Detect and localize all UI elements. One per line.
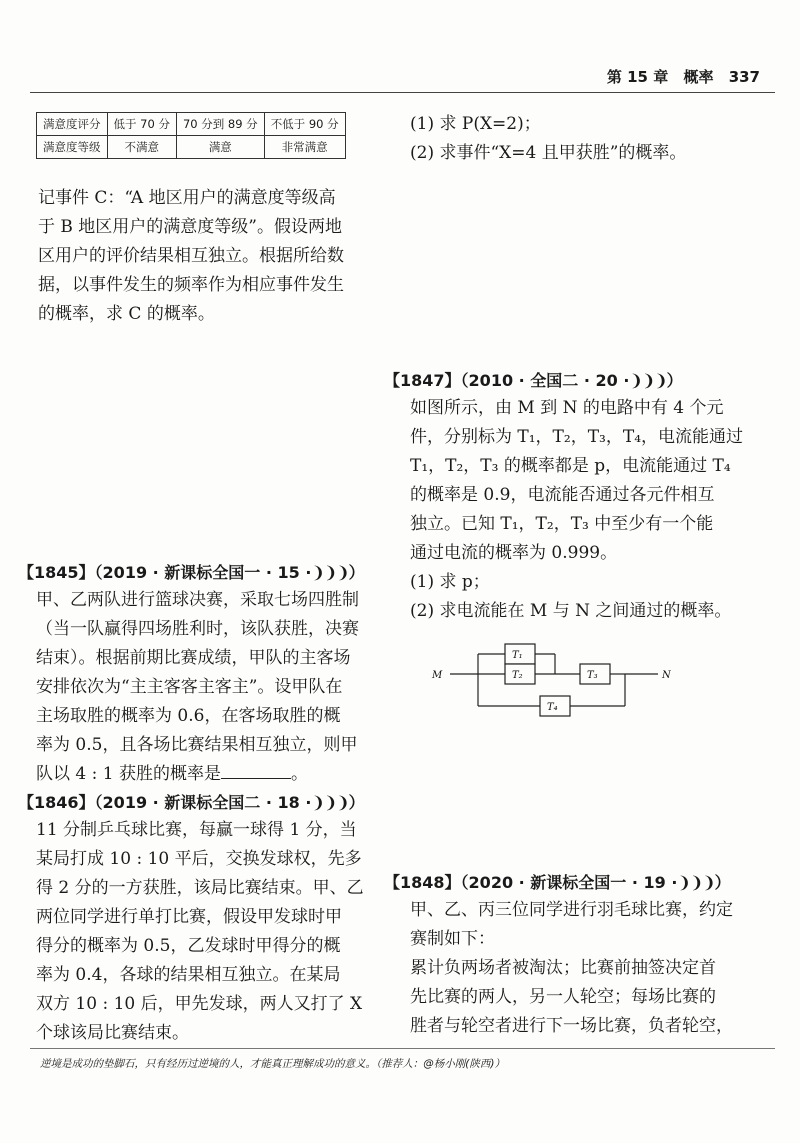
text-line: 独立。已知 T₁，T₂，T₃ 中至少有一个能 <box>410 514 714 534</box>
text-line: （当一队赢得四场胜利时，该队获胜，决赛 <box>36 619 359 639</box>
page-header <box>597 66 760 87</box>
text-line: 安排依次为“主主客客主客主”。设甲队在 <box>36 677 343 697</box>
table-cell: 非常满意 <box>264 136 345 159</box>
text-line: 甲、乙两队进行篮球决赛，采取七场四胜制 <box>36 590 359 610</box>
satisfaction-table <box>36 112 346 159</box>
text-line: 率为 0.4，各球的结果相互独立。在某局 <box>36 965 341 985</box>
footer-quote: 逆境是成功的垫脚石，只有经历过逆境的人，才能真正理解成功的意义。（推荐人：@杨小刚(陕西)） <box>40 1058 505 1070</box>
text-line: 某局打成 10 : 10 平后，交换发球权，先多 <box>36 849 362 869</box>
difficulty-icon: ❩❩❩） <box>677 873 730 892</box>
table-cell: 满意 <box>176 136 264 159</box>
table-cell: 满意度评分 <box>37 113 108 136</box>
text-line: 双方 10 : 10 后，甲先发球，两人又打了 X <box>36 994 363 1014</box>
table-row <box>37 136 346 159</box>
text-line: 主场取胜的概率为 0.6，在客场取胜的概 <box>36 706 341 726</box>
text-line: 队以 4 : 1 获胜的概率是 。 <box>36 764 308 784</box>
text-line: 的概率，求 C 的概率。 <box>38 304 215 324</box>
question-1847 <box>384 368 784 626</box>
text-line: (1) 求 P(X=2)； <box>410 114 541 134</box>
header-rule <box>30 92 775 93</box>
question-source: （2019 · 新课标全国二 · 18 · <box>94 793 312 812</box>
difficulty-icon: ❩❩❩） <box>311 793 364 812</box>
text-line: 件，分别标为 T₁，T₂，T₃，T₄，电流能通过 <box>410 427 744 447</box>
text-line: 结束）。根据前期比赛成绩，甲队的主客场 <box>36 648 351 668</box>
footer-rule <box>30 1048 775 1049</box>
chapter-title: 概率 <box>683 68 714 86</box>
text-line: (2) 求事件“X=4 且甲获胜”的概率。 <box>410 143 687 163</box>
question-header <box>384 870 784 896</box>
question-source: （2019 · 新课标全国一 · 15 · <box>94 563 312 582</box>
page-number: 337 <box>728 68 760 86</box>
text-line: 据，以事件发生的频率作为相应事件发生 <box>38 275 344 295</box>
answer-blank <box>221 764 291 779</box>
table-cell: 低于 70 分 <box>107 113 176 136</box>
text-line: 区用户的评价结果相互独立。根据所给数 <box>38 246 344 266</box>
table-cell: 不满意 <box>107 136 176 159</box>
question-1845 <box>18 560 388 789</box>
difficulty-icon: ❩❩❩） <box>311 563 364 582</box>
text-line: 累计负两场者被淘汰；比赛前抽签决定首 <box>410 958 716 978</box>
table-row <box>37 113 346 136</box>
question-1848 <box>384 870 784 1041</box>
left-intro <box>38 184 383 329</box>
text-line: 11 分制乒乓球比赛，每赢一球得 1 分，当 <box>36 820 357 840</box>
question-number: 【1848】 <box>384 873 461 892</box>
node-label-m: M <box>432 670 443 681</box>
text-line: 通过电流的概率为 0.999。 <box>410 543 618 563</box>
t2-label: T₂ <box>512 670 523 681</box>
text-line: 记事件 C：“A 地区用户的满意度等级高 <box>38 188 336 208</box>
node-label-n: N <box>662 670 671 681</box>
question-1846 <box>18 790 388 1048</box>
text-line: 赛制如下： <box>410 929 495 949</box>
text-line: 得 2 分的一方获胜，该局比赛结束。甲、乙 <box>36 878 364 898</box>
text-line: T₁，T₂，T₃ 的概率都是 p，电流能通过 T₄ <box>410 456 731 476</box>
text-line: 于 B 地区用户的满意度等级”。假设两地 <box>38 217 342 237</box>
text-line: 的概率是 0.9，电流能否通过各元件相互 <box>410 485 715 505</box>
question-header <box>18 560 388 586</box>
question-header <box>384 368 784 394</box>
t1-label: T₁ <box>512 650 523 661</box>
text-line: 两位同学进行单打比赛，假设甲发球时甲 <box>36 907 342 927</box>
difficulty-icon: ❩❩❩） <box>629 371 682 390</box>
text-line: (2) 求电流能在 M 与 N 之间通过的概率。 <box>410 601 732 621</box>
text-line: 先比赛的两人，另一人轮空；每场比赛的 <box>410 987 716 1007</box>
text-line: (1) 求 p； <box>410 572 490 592</box>
text-line: 率为 0.5，且各场比赛结果相互独立，则甲 <box>36 735 358 755</box>
question-number: 【1847】 <box>384 371 461 390</box>
question-number: 【1845】 <box>18 563 95 582</box>
text-line: 胜者与轮空者进行下一场比赛，负者轮空， <box>410 1016 733 1036</box>
question-header <box>18 790 388 816</box>
circuit-diagram <box>430 628 690 718</box>
t4-label: T₄ <box>547 702 558 713</box>
chapter-label: 第 15 章 <box>606 68 669 86</box>
text-line: 个球该局比赛结束。 <box>36 1023 189 1043</box>
text-line: 甲、乙、丙三位同学进行羽毛球比赛，约定 <box>410 900 733 920</box>
text-fragment: 队以 4 : 1 获胜的概率是 <box>36 764 221 784</box>
table-cell: 70 分到 89 分 <box>176 113 264 136</box>
question-source: （2020 · 新课标全国一 · 19 · <box>460 873 678 892</box>
right-top <box>410 110 780 168</box>
question-source: （2010 · 全国二 · 20 · <box>460 371 630 390</box>
text-line: 得分的概率为 0.5，乙发球时甲得分的概 <box>36 936 341 956</box>
left-column <box>36 112 381 159</box>
t3-label: T₃ <box>587 670 598 681</box>
table-cell: 不低于 90 分 <box>264 113 345 136</box>
text-line: 如图所示，由 M 到 N 的电路中有 4 个元 <box>410 398 724 418</box>
question-number: 【1846】 <box>18 793 95 812</box>
table-cell: 满意度等级 <box>37 136 108 159</box>
